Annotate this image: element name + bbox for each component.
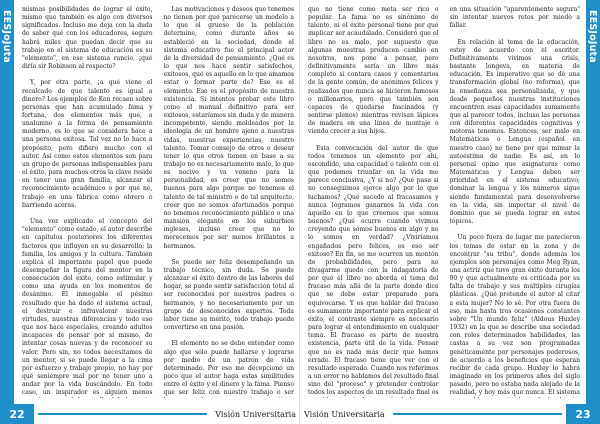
right-column-2 (450, 6, 581, 398)
right-footer (300, 404, 600, 424)
paragraph: En relación al tema de la educación, estoy de acuerdo con el escritor. Definitivamente vivimos una crisis, bastante longeva, en materia de educación. Es imperativo que se dé una transformación global (no reforma), que la enseñanza sea personalizada, y que desde pequeños nuestras instituciones encuentren esas capacidades sumamente que al parecer todos, incluso las personas con diferentes capacidades cognitivas y motoras tenemos. Entonces, ser malo en Matemáticas o Lengua (español en nuestro caso) no tiene por qué mimar la autoestima de nadie. Es así, en lo personal opino que asignaturas como Matemáticas y Lengua deben ser prioridad en el sistema educativo; dominar la lengua y los números sigue siendo fundamental para desenvolverse en la vida, sin importar el nivel de dominio que se pueda lograr en estos tópicos. (449, 38, 580, 226)
right-page (300, 0, 600, 424)
page-number-left: 22 (0, 404, 34, 424)
paragraph: Las motivaciones y deseos que tenemos no tienen por qué parecerse un modelo a lo que el grueso de la población determine, como durante años se estableció en la sociedad, donde el sistema educativo fue el principal actor de la diversidad de pensamiento. ¿Qué es lo que nos hace sentir satisfechos, exitosos, qué es aquello en lo que amamos estar o formar parte de? Ese es el elemento. Ese es el propósito de nuestra existencia. Si intentos probar este libro como el manual definitivo para ser exitosos, estaríamos sin duda y de manera incompetente, siendo moldeados por la ideología de un hombre ajeno a nuestras vidas, nuestras experiencias, nuestro talento. Tomar consejo de otros o desear tener lo que otros tienen en base a su trabajo no es necesariamente malo, lo que es nocivo y va veneno para la personalidad, es creer que no somos buenos para algo porque no tenemos el talento de tal ministro o de tal arquitecto, creer que no somos afortunados porque no tenemos reconocimiento público o una mansión elegante en los suburbios ingleses, incluso creer que no lo merecemos por ser menos brillantes u hermanos. (163, 6, 294, 250)
left-column-2 (164, 6, 295, 398)
paragraph: Se puede ser feliz desempeñando un trabajo técnico, sin duda. Se puede alcanzar el éxito dentro de las labores del hogar, se puede sentir satisfacción total al ser reconocidos por nuestros padres o hermanos, y no necesariamente por un grupo de desconocidos expertos. Toda labor tiene su mérito, todo trabajo puede convertirse en una pasión. (163, 258, 294, 332)
left-column-1 (22, 6, 153, 398)
side-tab-left (0, 0, 14, 404)
footer-rule (38, 413, 207, 415)
paragraph: Y, por otra parte, ¡a qué viene el recalcado de que talento es igual a dinero? Los ejemplos de Ken recaen sobre personas que han acumulado fama y fortuna, dos elementos más que, a unalumno a la forma de pensamiento moderno, es lo que se considera hace a una persona exitosa. Tal vez no lo hace a propósito, pero difiero mucho con el autor. Así como estos elementos son para un grupo de personas indispensables para el éxito, para muchos otros la clave reside en tener una gran familia, alcanzar el reconocimiento académico o por qué no, trabajo en una fábrica como obrero o barriendo aceras. (22, 79, 153, 209)
side-tab-right (586, 0, 600, 404)
left-footer (0, 404, 300, 424)
paragraph: Una vez explicado el concepto del "elemento" como estado, el autor describe en capítulos posteriores los diferentes factores que influyen en su desarrollo: la familia, los amigos y la cultura. También explica el importante papel que puede desempeñar la figura del mentor en la consecución del éxito, como estimular y como una ayuda en los momentos de desánimo. El inmegable el pésimo resultado que ha dado el sistema actual, el destruir e infravalorar nuestras virtudes, nuestras diferencias y todo eso que nos hace especiales, creando adultos incapaces de pensar por sí mismo, de intentar cosas nuevas y de reconocer su valor. Pero sin, no todos necesitamos de un mentor, si se puede llegar a la cima por esfuerzo y trabajo propio, no hay por qué seniempre mal por no tener uno a andar por la vida buscándolo. En todo caso, un inspirador es alguien menos (22, 218, 153, 397)
left-columns (22, 6, 294, 398)
right-columns (308, 6, 580, 398)
right-column-1 (308, 6, 439, 398)
page-number-right: 23 (566, 404, 600, 424)
magazine-brand-left: EESJoJuta (1, 10, 12, 63)
footer-magazine-title: Visión Universitaria (304, 409, 385, 419)
paragraph: mismas posibilidades de lograr el éxito, mismo que también es algo con diversos significados. Incluso me deja con la duda de saber qué con los educadores, seguro habrá miles que puedan decir que su trabajo en el sistema de educación es su "elemento", en ese sistema rancio, ¡qué diría sir Robinson al respecto? (22, 6, 153, 71)
magazine-brand-right: EESJoJuta (587, 10, 598, 63)
paragraph: en una situación "aparentemente segura" sin intentar nuevos retos por miedo a fallar. (449, 6, 580, 30)
paragraph: El elemento no se debe entender como algo que sólo puede hallarse y lograrse por medio de un patrón de vida determinado. Por eso me decepcionó un poco que el autor haga estas similitudes entre el éxito y el dinero y la fama. Pienso que ser feliz con nuestro trabajo o ser (163, 340, 294, 397)
paragraph: Un poco fuera de lugar me parecieron los temas de estar en la zona y de encontrar "su tribu", donde además los ejemplos son personajes como Meg Ryan, una actriz que tuvo gran éxito durante los 90 y que actualmente es criticada por su falta de trabajo y sus múltiples cirugías plásticas. ¿Qué pretende el autor al citar a esta mujer? No lo sé. Por otra fuera de eso, más hasta tres ocasiones constantes sobre "Un mundo feliz" (Aldous Huxley 1932) en la que se describe una sociedad con roles determinados habilidades, las castas a su vez son programadas genéticamente por personajes poderosos, de acuerdo a los beneficios que esperan recibir de cada grupo. Huxley lo habrá imaginado en los primeros años del siglo pasado, pero no estaba nada alejado de la realidad, y hoy más que nunca. El sistema (449, 234, 580, 397)
footer-magazine-title: Visión Universitaria (215, 409, 296, 419)
footer-rule (393, 413, 562, 415)
paragraph: que no tiene como meta ser rico o popular. La fama no es sinónimo de talento, ni el éxito personal tiene por qué implicar ser acaudalado. Consideró que el libro no es malo, por supuesto que algunas muestras producen cambio en nosotros, nos pone a pensar, pero definitivamente sería un libro más completo si contara casos y comentarios de la gente común, de anónimos felices y realizados que nunca se hicieron famosos o millonarios, pero que también son capaces de quedarse fascinados (y sentirse plenos) mientras revisan lápices de madera en una línea de montaje o viendo crecer a sus hijos. (308, 6, 439, 136)
paragraph: Esta convocación del autor de que todos tenemos un elemento por ahí, escondido, una capacidad o talento con el que podemos triunfar en la vida me parece conclusiva, ¿Y si no? ¿Qué pasa si no conseguimos ejerce algo por lo que luchamos? ¿Qué sucede al fracasamos y nunca logramos ganarnos la vida con aquello en lo que creemos que somos buenos? ¿Qué ocurre cuando vivimos creyendo que somos buenos en algo y no lo somos en verdad? ¿Viviríamos engañados pero felices, es eso ser exitoso? En fin, se me ocurren un montón de probabilidades, pero para no divagarme quedo con la indagatoria de por qué el libro no aborda el tema del fracaso más allá de la parte donde dice que se debe estar preparado para equivocarse. Y es que hablar del fracaso es sumamente importante para explicar el éxito, el contraste siempre es necesario para lograr el entendimiento en cualquier tema. El fracaso es parte de nuestra existencia, parte útil de la vida. Pensar que no es nada más decir que hemos errado. El fracaso tiene que ver con el resultado esperado. Cuando nos referimos a un error no hablamos del resultado final sino del "proceso" y pretender controlar todos los aspectos de un resultado final es (308, 144, 439, 397)
